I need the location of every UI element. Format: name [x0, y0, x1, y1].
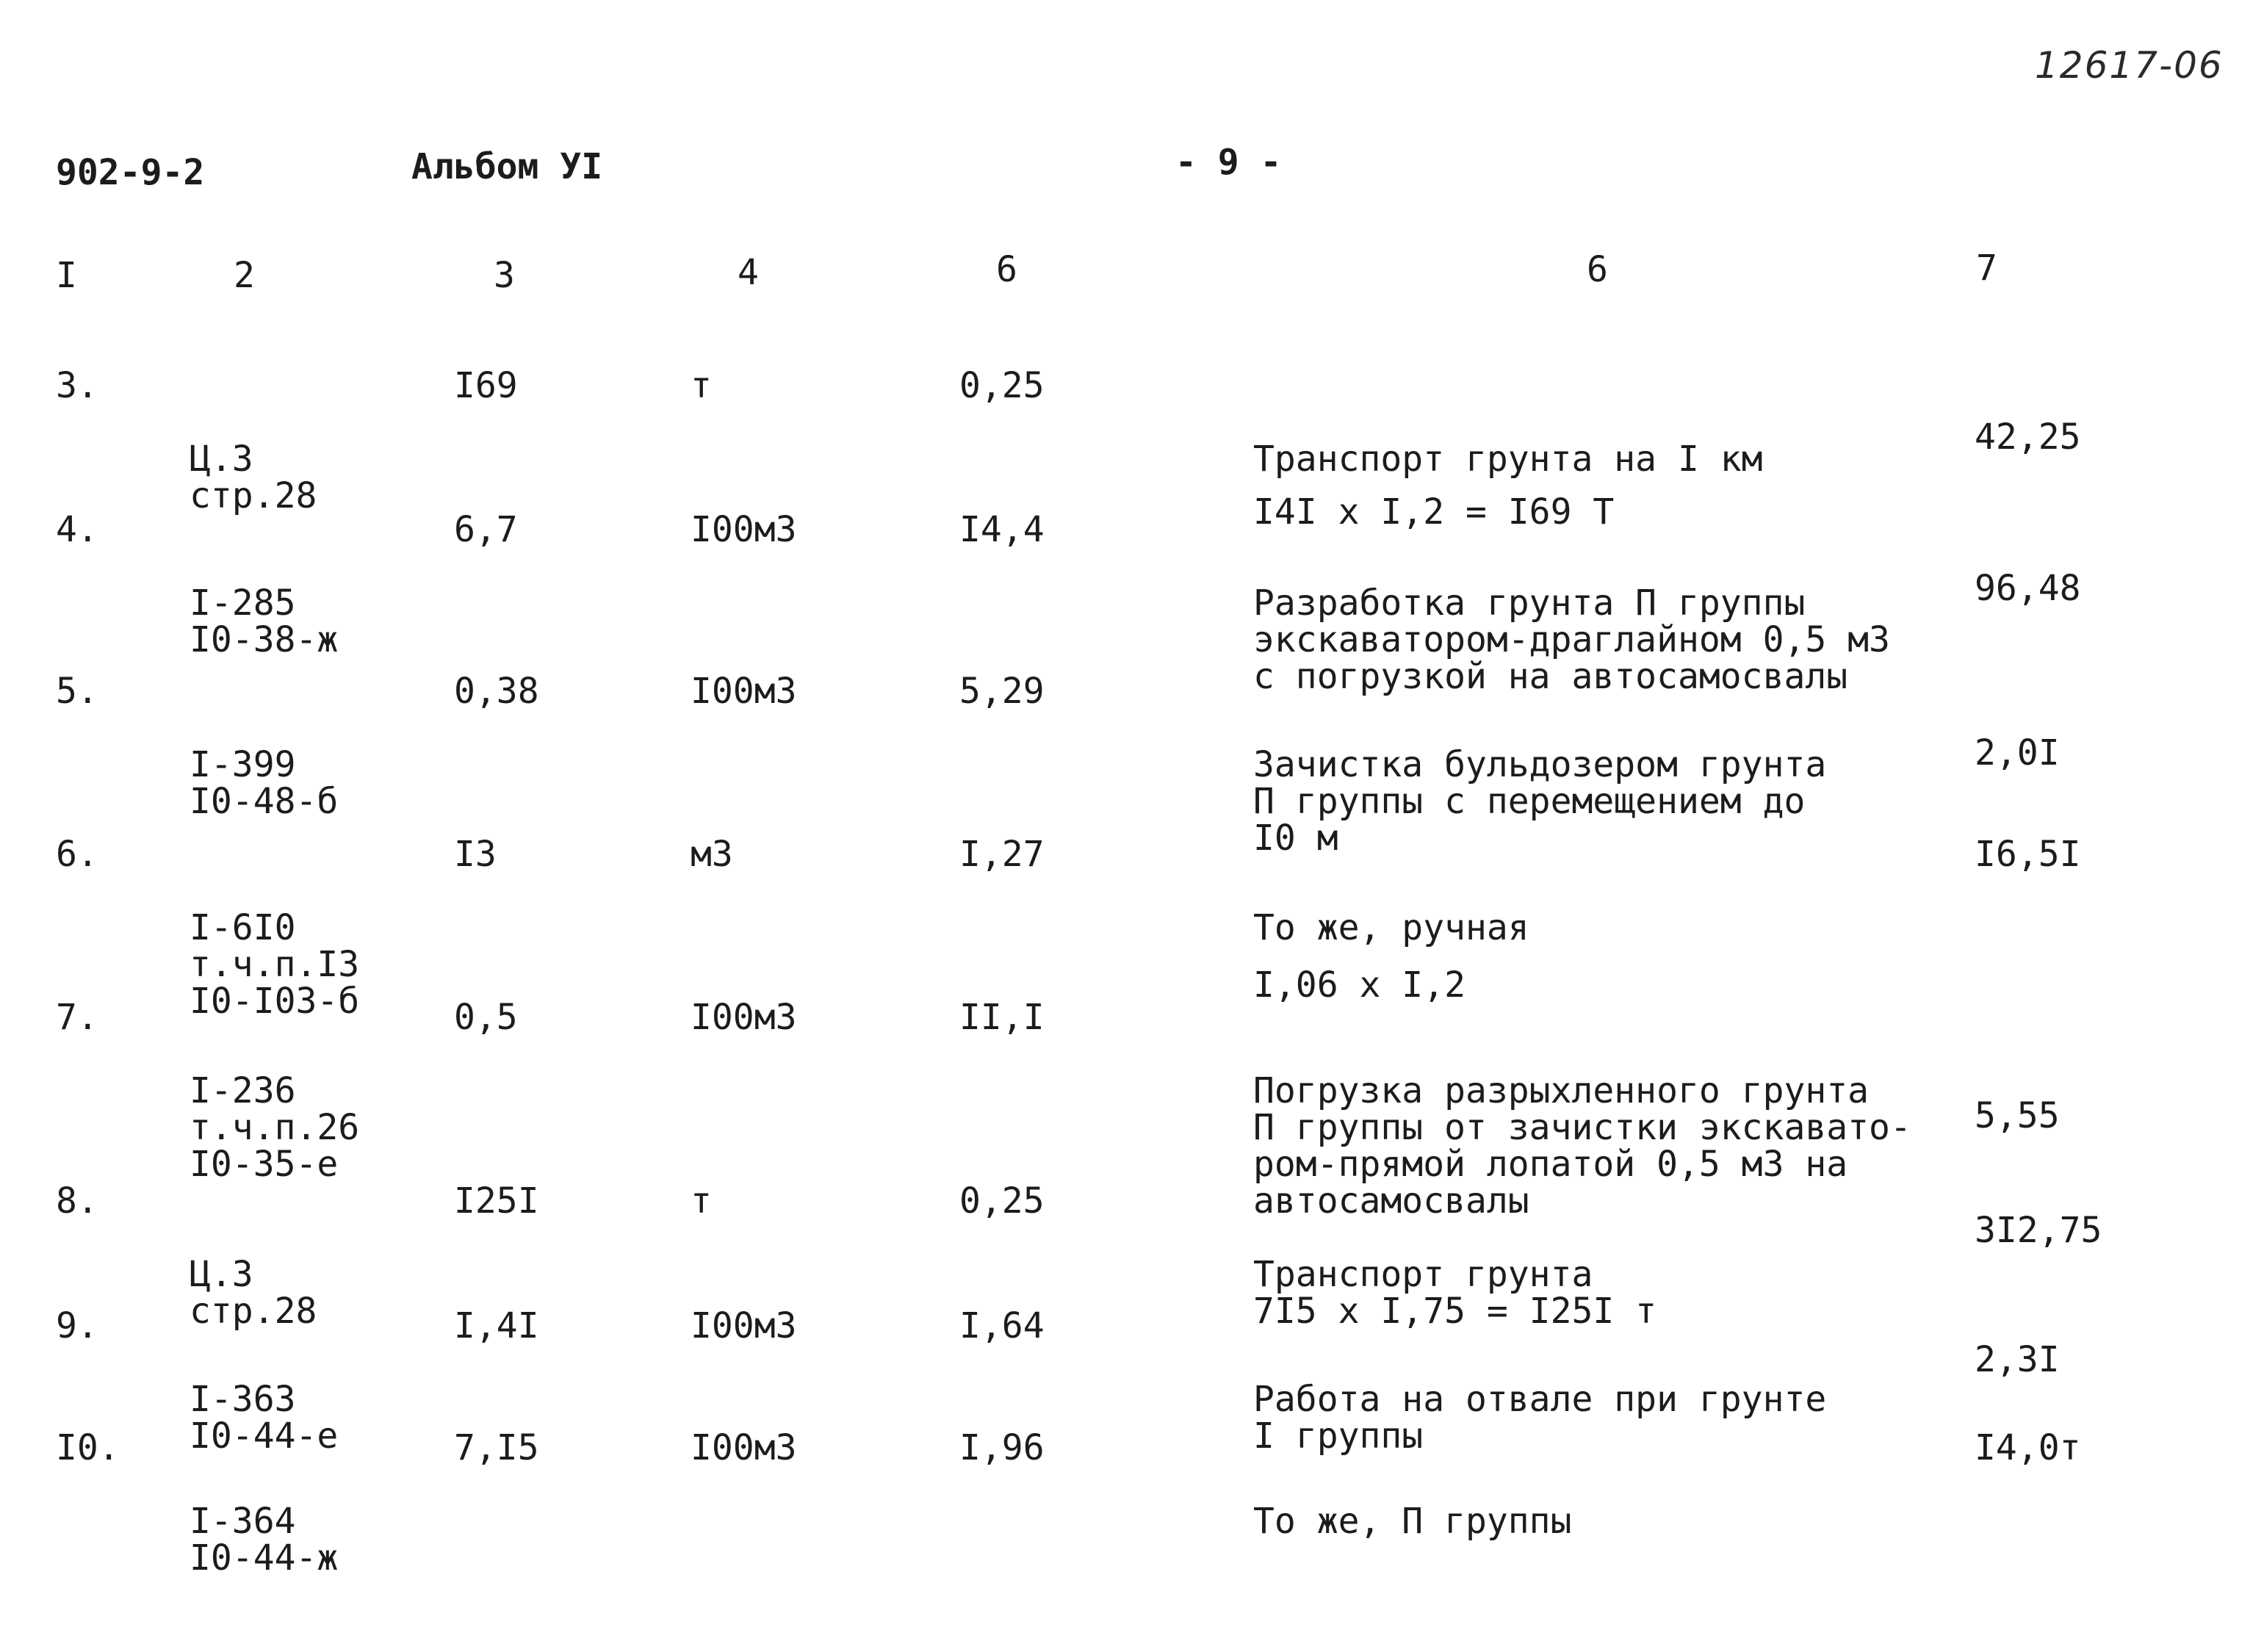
row-number: 4. — [56, 509, 98, 550]
row-price: II,I — [959, 997, 1045, 1038]
row-total: 2,0I — [1975, 732, 2060, 773]
row-unit: т — [691, 365, 712, 406]
row-reference: I-363 I0-44-е — [190, 1379, 339, 1457]
row-number: 5. — [56, 671, 98, 712]
row-unit: м3 — [691, 834, 733, 875]
column-header: 6 — [1587, 249, 1608, 290]
row-total: I6,5I — [1975, 834, 2081, 875]
row-price: I4,4 — [959, 509, 1045, 550]
row-reference: I-399 I0-48-б — [190, 744, 339, 822]
row-price: I,96 — [959, 1427, 1045, 1468]
row-unit: I00м3 — [691, 1427, 797, 1468]
row-quantity: 0,38 — [454, 671, 539, 712]
row-quantity: 6,7 — [454, 509, 518, 550]
row-number: 3. — [56, 365, 98, 406]
column-header: 3 — [494, 255, 515, 296]
row-total: 5,55 — [1975, 1095, 2060, 1136]
row-total: 3I2,75 — [1975, 1210, 2102, 1251]
row-quantity: I25I — [454, 1180, 539, 1222]
row-unit: т — [691, 1180, 712, 1222]
row-description: Погрузка разрыхленного грунта П группы от зачистки экскавато- ром-прямой лопатой 0,5 м3 на автосамосвалы — [1253, 1070, 1911, 1222]
row-number: 8. — [56, 1180, 98, 1222]
document-number: 12617-06 — [2035, 44, 2224, 87]
column-header: 6 — [996, 249, 1017, 290]
row-price: 0,25 — [959, 365, 1045, 406]
row-description: То же, ручная I,06 x I,2 — [1253, 907, 1529, 1006]
row-quantity: I69 — [454, 365, 518, 406]
column-header: 7 — [1976, 248, 1997, 289]
page-number: - 9 - — [1175, 142, 1282, 183]
row-unit: I00м3 — [691, 1305, 797, 1346]
row-reference: I-364 I0-44-ж — [190, 1501, 339, 1579]
album-label: Альбом УI — [411, 146, 603, 187]
row-total: I4,0т — [1975, 1427, 2081, 1468]
row-description: Транспорт грунта 7I5 x I,75 = I25I т — [1253, 1254, 1657, 1332]
row-quantity: I,4I — [454, 1305, 539, 1346]
column-header: 2 — [234, 255, 255, 296]
row-total: 96,48 — [1975, 568, 2081, 609]
row-description: Транспорт грунта на I км I4I x I,2 = I69 Т — [1253, 439, 1763, 533]
row-price: 0,25 — [959, 1180, 1045, 1222]
row-description: Разработка грунта П группы экскаватором-драглайном 0,5 м3 с погрузкой на автосамосвалы — [1253, 582, 1890, 697]
row-unit: I00м3 — [691, 671, 797, 712]
column-header: 4 — [738, 252, 759, 293]
row-reference: Ц.3 стр.28 — [190, 439, 317, 516]
row-number: 6. — [56, 834, 98, 875]
row-price: 5,29 — [959, 671, 1045, 712]
row-price: I,64 — [959, 1305, 1045, 1346]
row-price: I,27 — [959, 834, 1045, 875]
row-reference: I-285 I0-38-ж — [190, 582, 339, 660]
row-number: I0. — [56, 1427, 120, 1468]
row-unit: I00м3 — [691, 997, 797, 1038]
row-description: Работа на отвале при грунте I группы — [1253, 1379, 1827, 1457]
row-quantity: 7,I5 — [454, 1427, 539, 1468]
row-number: 7. — [56, 997, 98, 1038]
row-reference: I-236 т.ч.п.26 I0-35-е — [190, 1070, 360, 1185]
row-description: Зачистка бульдозером грунта П группы с перемещением до I0 м — [1253, 744, 1827, 859]
row-total: 2,3I — [1975, 1339, 2060, 1380]
row-unit: I00м3 — [691, 509, 797, 550]
row-quantity: I3 — [454, 834, 497, 875]
row-reference: I-6I0 т.ч.п.I3 I0-I03-б — [190, 907, 360, 1022]
document-code: 902-9-2 — [56, 152, 205, 193]
row-quantity: 0,5 — [454, 997, 518, 1038]
column-header: I — [56, 255, 77, 296]
row-reference: Ц.3 стр.28 — [190, 1254, 317, 1332]
row-total: 42,25 — [1975, 416, 2081, 458]
row-number: 9. — [56, 1305, 98, 1346]
row-description: То же, П группы — [1253, 1501, 1572, 1542]
